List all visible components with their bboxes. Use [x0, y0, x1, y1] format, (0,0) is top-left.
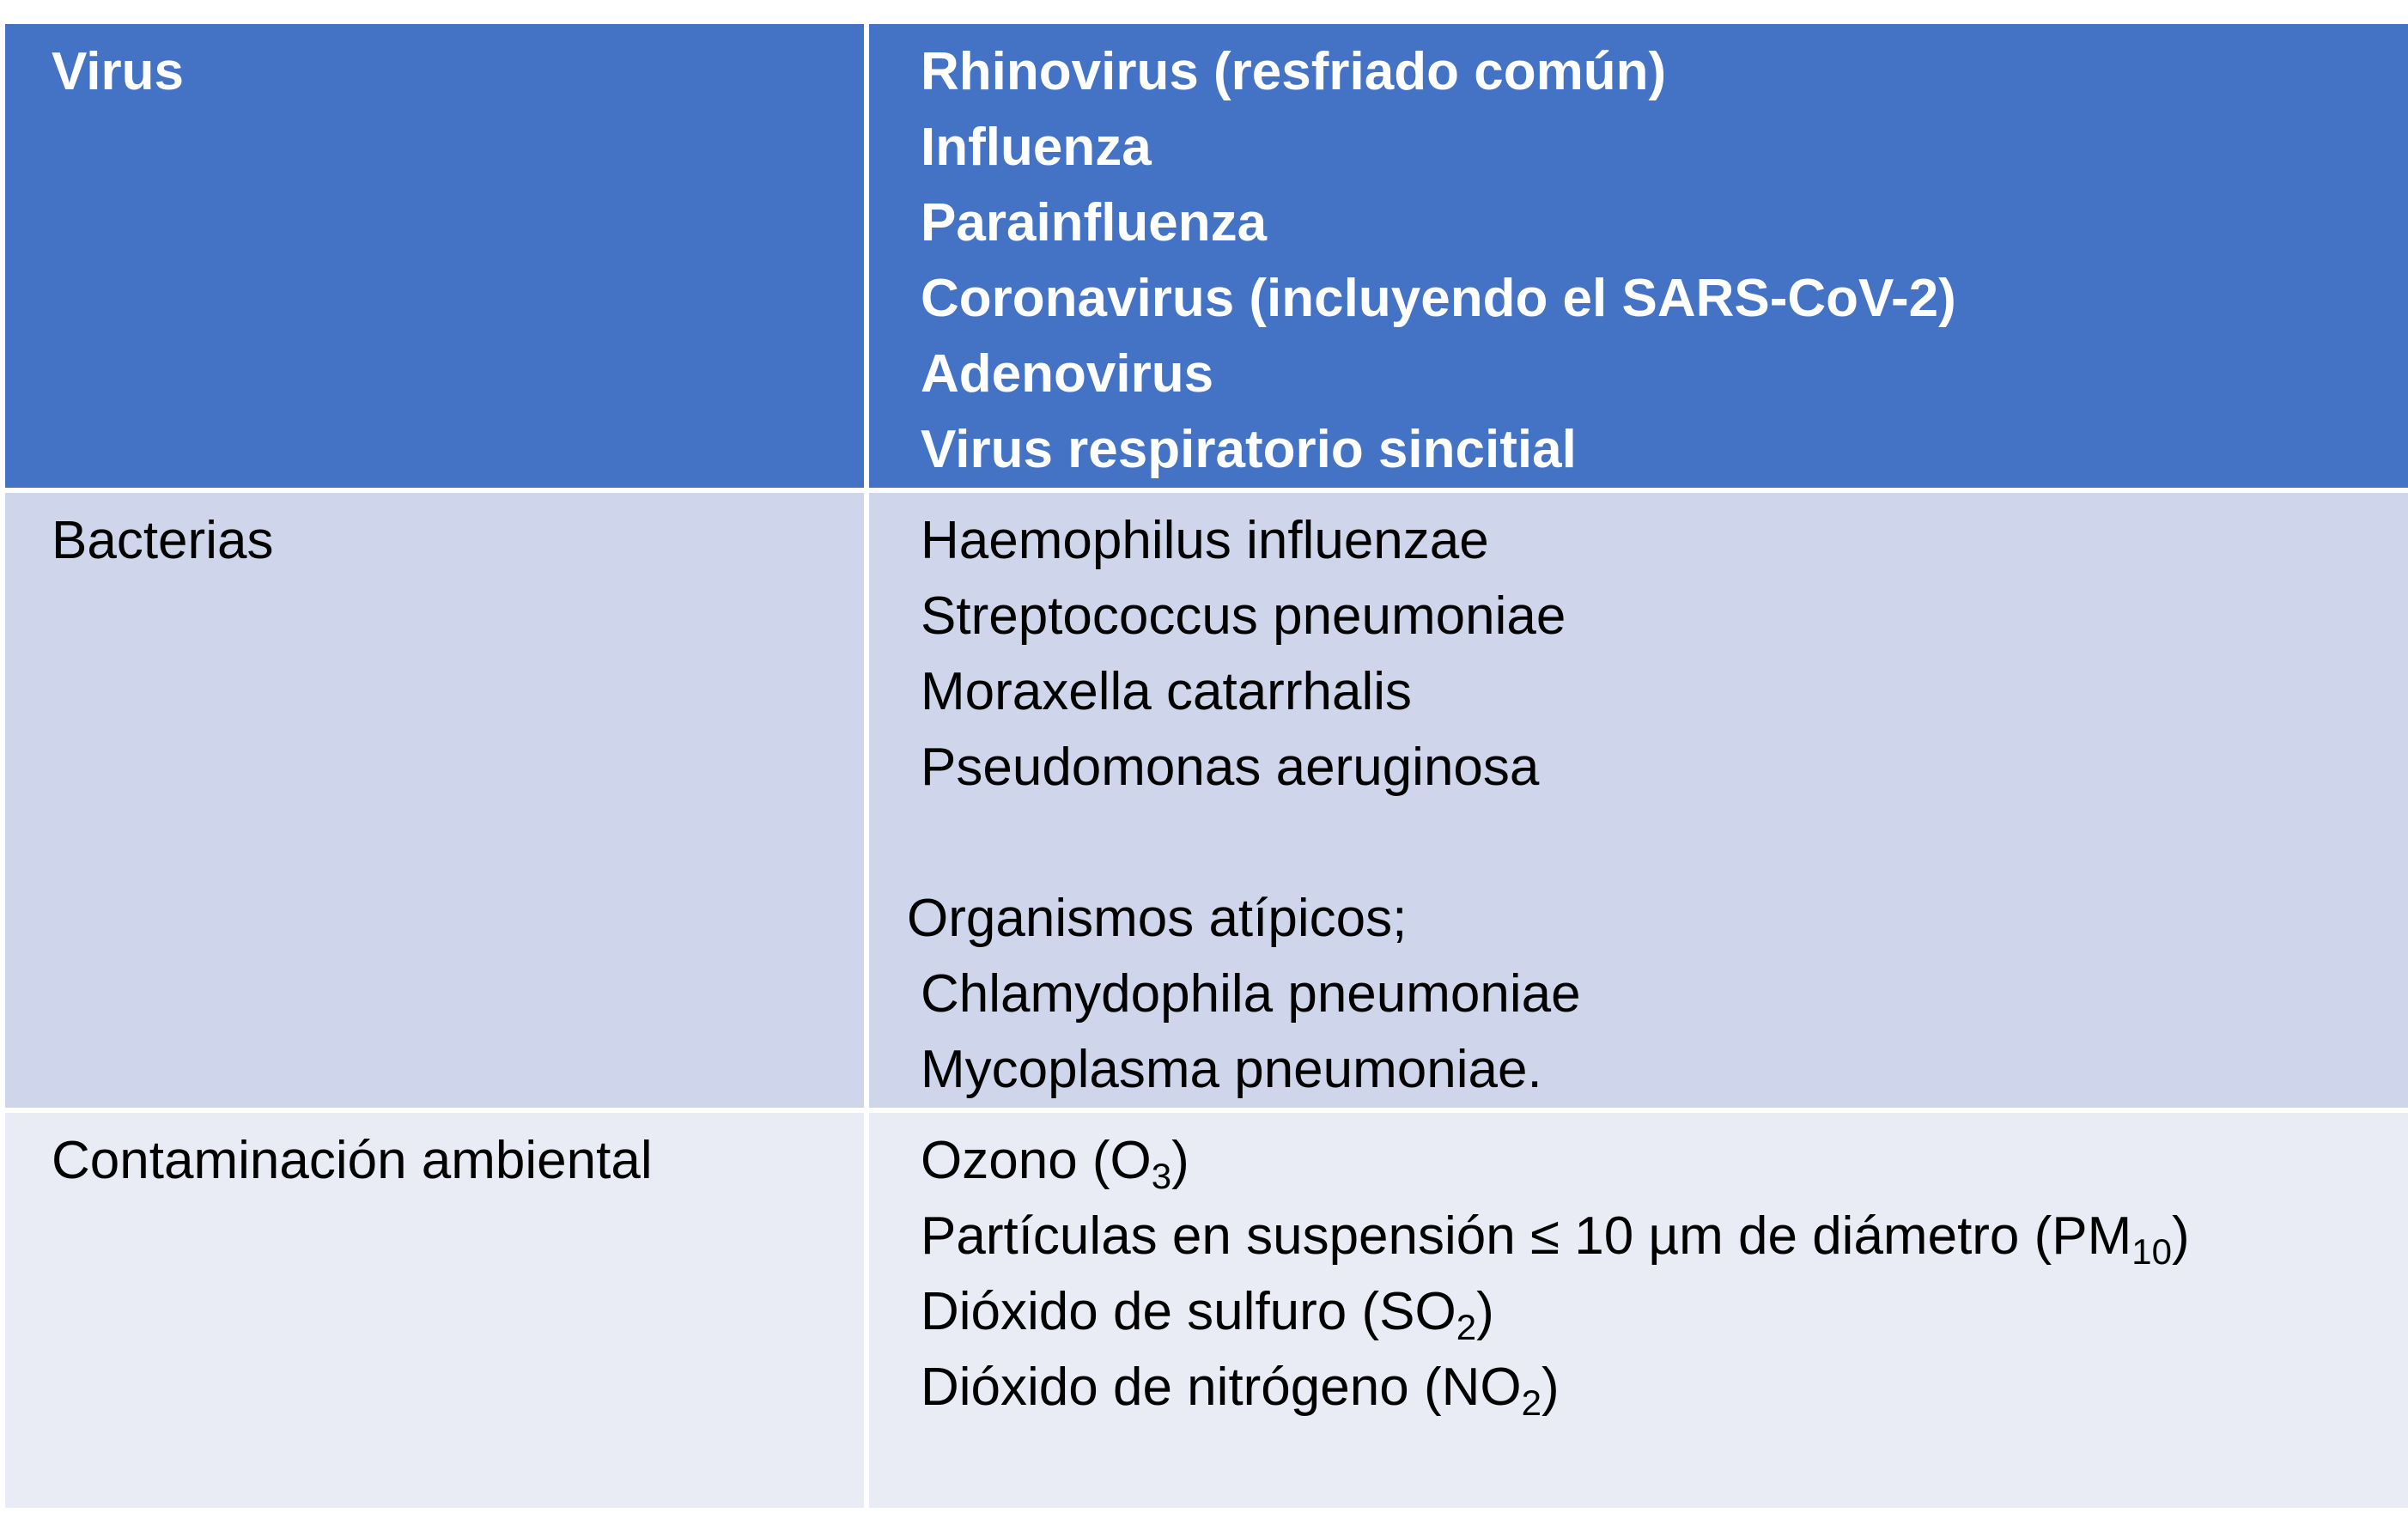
pollutant-text: Dióxido de nitrógeno (NO	[921, 1358, 1522, 1417]
items-cell	[867, 1110, 2408, 1510]
items-cell	[867, 490, 2408, 1110]
category-cell	[3, 490, 867, 1110]
list-item	[921, 1199, 2408, 1274]
category-label-contaminacion: Contaminación ambiental	[52, 1131, 653, 1190]
atypical-heading: Organismos atípicos;	[907, 889, 1408, 948]
list-item: Adenovirus	[921, 344, 1214, 404]
list-item: Rhinovirus (resfriado común)	[921, 42, 1667, 101]
subscript: 10	[2131, 1231, 2173, 1272]
list-item	[921, 1350, 2408, 1425]
pollutant-list	[869, 1113, 2408, 1425]
list-item: Influenza	[921, 118, 1152, 177]
pollutant-text: Partículas en suspensión ≤ 10 µm de diámetro (PM	[921, 1206, 2132, 1266]
virus-list	[869, 24, 2408, 488]
etiology-table	[0, 19, 2408, 1513]
list-item: Parainfluenza	[921, 193, 1268, 252]
list-item: Pseudomonas aeruginosa	[921, 738, 1540, 797]
table-row-virus	[3, 21, 2408, 490]
table-row-bacterias	[3, 490, 2408, 1110]
subscript: 2	[1456, 1307, 1477, 1347]
list-item	[921, 1123, 2408, 1199]
pollutant-tail: )	[1171, 1131, 1189, 1190]
etiology-table-container	[0, 19, 2408, 1513]
list-item: Virus respiratorio sincitial	[921, 420, 1577, 479]
table-row-contaminacion	[3, 1110, 2408, 1510]
subscript: 2	[1521, 1382, 1541, 1423]
pollutant-tail: )	[1541, 1358, 1560, 1417]
list-item: Streptococcus pneumoniae	[921, 586, 1566, 646]
list-item: Coronavirus (incluyendo el SARS-CoV-2)	[921, 269, 1956, 328]
category-cell	[3, 1110, 867, 1510]
list-item: Moraxella catarrhalis	[921, 662, 1412, 721]
list-spacer	[921, 805, 2408, 881]
list-item: Chlamydophila pneumoniae	[921, 964, 1581, 1024]
list-item: Haemophilus influenzae	[921, 511, 1489, 570]
subscript: 3	[1151, 1156, 1172, 1196]
category-cell	[3, 21, 867, 490]
list-item	[921, 1274, 2408, 1350]
list-item: Mycoplasma pneumoniae.	[921, 1040, 1542, 1099]
bacteria-list	[869, 493, 2408, 1108]
category-label-bacterias: Bacterias	[52, 511, 274, 570]
pollutant-text: Dióxido de sulfuro (SO	[921, 1282, 1456, 1341]
pollutant-tail: )	[2172, 1206, 2190, 1266]
items-cell	[867, 21, 2408, 490]
pollutant-tail: )	[1476, 1282, 1494, 1341]
pollutant-text: Ozono (O	[921, 1131, 1152, 1190]
category-label-virus: Virus	[52, 42, 184, 101]
